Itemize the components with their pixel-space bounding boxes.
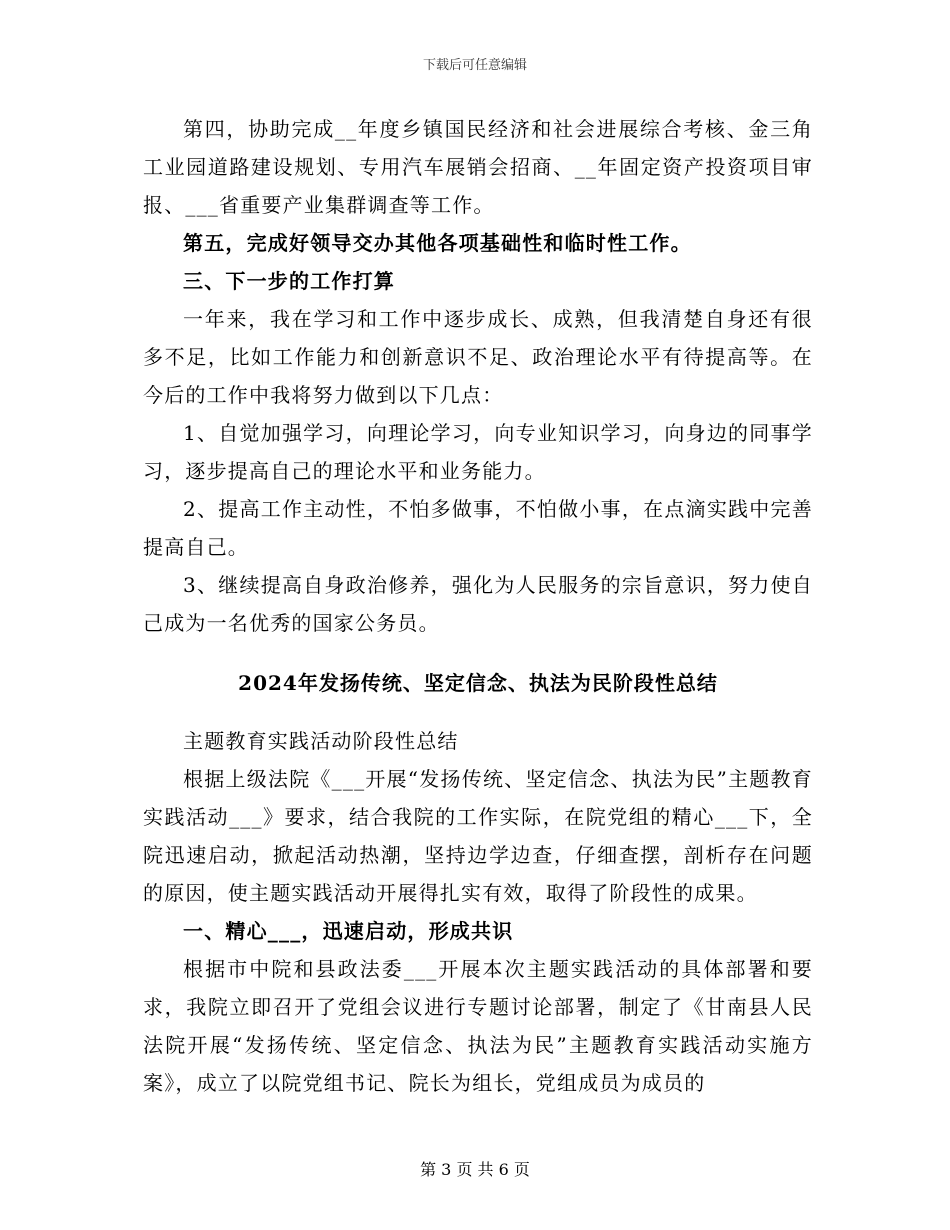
document-title: 2024年发扬传统、坚定信念、执法为民阶段性总结: [238, 671, 718, 695]
document-body: [143, 110, 813, 1102]
paragraph: 根据市中院和县政法委___开展本次主题实践活动的具体部署和要求，我院立即召开了党组会议进行专题讨论部署，制定了《甘南县人民法院开展“发扬传统、坚定信念、执法为民”主题教育实践活动实施方案》，成立了以院党组书记、院长为组长，党组成员为成员的: [143, 957, 813, 1095]
section-heading: 三、下一步的工作打算: [183, 269, 395, 293]
section-heading: 一、精心___，迅速启动，形成共识: [183, 919, 514, 943]
paragraph: 根据上级法院《___开展“发扬传统、坚定信念、执法为民”主题教育实践活动___》要求，结合我院的工作实际，在院党组的精心___下，全院迅速启动，掀起活动热潮，坚持边学边查，仔细查摆，剖析存在问题的原因，使主题实践活动开展得扎实有效，取得了阶段性的成果。: [143, 767, 813, 905]
paragraph: 第四，协助完成__年度乡镇国民经济和社会进展综合考核、金三角工业园道路建设规划、专用汽车展销会招商、__年固定资产投资项目审报、___省重要产业集群调查等工作。: [143, 117, 813, 217]
document-section-summary: [143, 722, 813, 1102]
document-section-previous: [143, 110, 813, 642]
paragraph: 2、提高工作主动性，不怕多做事，不怕做小事，在点滴实践中完善提高自己。: [143, 497, 813, 559]
paragraph: 1、自觉加强学习，向理论学习，向专业知识学习，向身边的同事学习，逐步提高自己的理论水平和业务能力。: [143, 421, 813, 483]
section-heading: 第五，完成好领导交办其他各项基础性和临时性工作。: [183, 231, 692, 255]
paragraph: 3、继续提高自身政治修养，强化为人民服务的宗旨意识，努力使自己成为一名优秀的国家公务员。: [143, 573, 813, 635]
header-note: 下载后可任意编辑: [422, 58, 527, 73]
page-number: 第 3 页 共 6 页: [420, 1160, 530, 1179]
paragraph: 一年来，我在学习和工作中逐步成长、成熟，但我清楚自身还有很多不足，比如工作能力和创新意识不足、政治理论水平有待提高等。在今后的工作中我将努力做到以下几点：: [143, 307, 813, 407]
paragraph: 主题教育实践活动阶段性总结: [183, 729, 459, 753]
